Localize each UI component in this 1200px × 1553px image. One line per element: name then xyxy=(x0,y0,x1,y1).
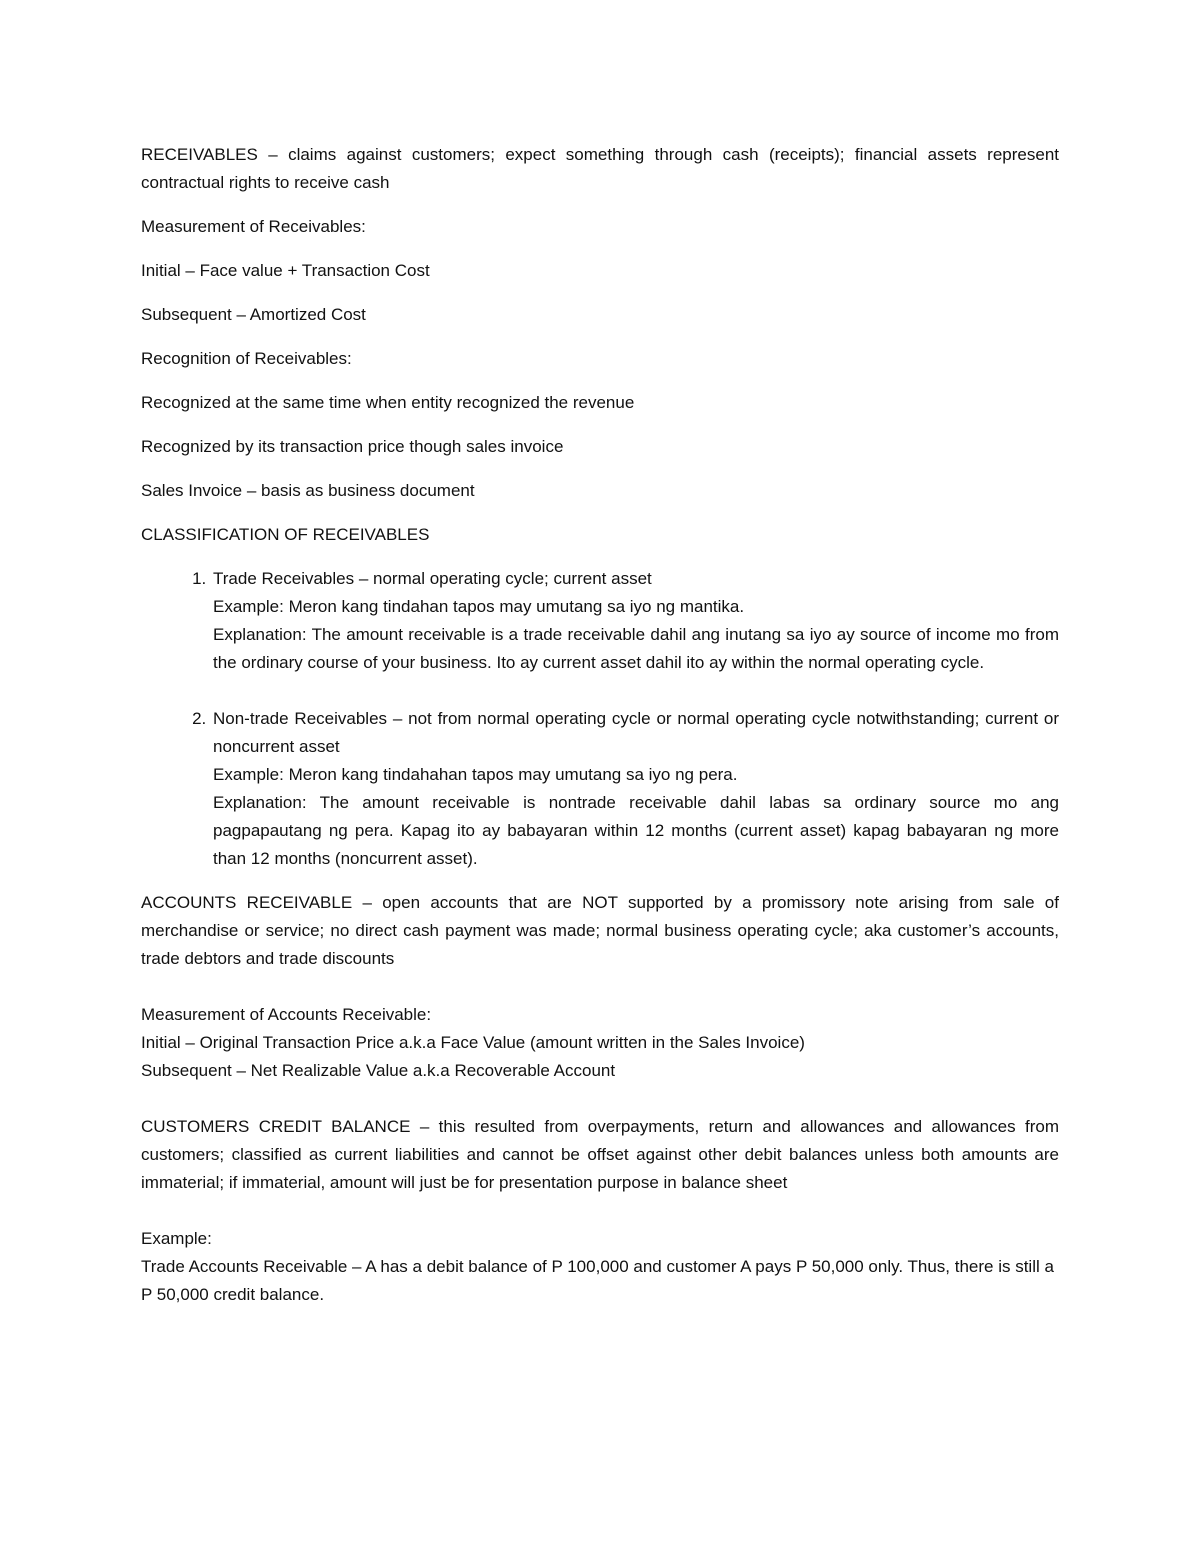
classification-item-trade xyxy=(211,565,1059,677)
classification-title: 1. Trade Receivables – normal operating cycle; current asset xyxy=(213,569,652,588)
measurement-heading: Measurement of Receivables: xyxy=(141,217,366,236)
classification-heading: CLASSIFICATION OF RECEIVABLES xyxy=(141,525,430,544)
sales-invoice-line: Sales Invoice – basis as business document xyxy=(141,481,475,500)
classification-example: Example: Meron kang tindahan tapos may umutang sa iyo ng mantika. xyxy=(213,597,745,616)
ar-measurement-subsequent: Subsequent – Net Realizable Value a.k.a Recoverable Account xyxy=(141,1061,616,1080)
ar-measurement-initial: Initial – Original Transaction Price a.k.a Face Value (amount written in the Sales Invoice) xyxy=(141,1033,805,1052)
document-body xyxy=(141,141,1059,1337)
recognition-line-2: Recognized by its transaction price though sales invoice xyxy=(141,437,564,456)
classification-explanation: Explanation: The amount receivable is nontrade receivable dahil labas sa ordinary source mo ang pagpapautang ng pera. Kapag ito ay babayaran within 12 months (current asset) kapag babayaran ng more than 12 months (noncurrent asset). xyxy=(213,793,1059,868)
classification-item-nontrade xyxy=(211,705,1059,873)
classification-example: Example: Meron kang tindahahan tapos may umutang sa iyo ng pera. xyxy=(213,765,738,784)
recognition-heading: Recognition of Receivables: xyxy=(141,349,352,368)
measurement-subsequent: Subsequent – Amortized Cost xyxy=(141,305,366,324)
customers-credit-balance-paragraph: CUSTOMERS CREDIT BALANCE – this resulted from overpayments, return and allowances and allowances from customers; classified as current liabilities and cannot be offset against other debit balances unless both amounts are immaterial; if immaterial, amount will just be for presentation purpose in balance sheet xyxy=(141,1117,1059,1192)
ar-measurement-heading: Measurement of Accounts Receivable: xyxy=(141,1005,432,1024)
accounts-receivable-paragraph: ACCOUNTS RECEIVABLE – open accounts that are NOT supported by a promissory note arising from sale of merchandise or service; no direct cash payment was made; normal business operating cycle; aka customer’s accounts, trade debtors and trade discounts xyxy=(141,893,1059,968)
classification-list xyxy=(141,565,1059,873)
example-block xyxy=(141,1225,1059,1309)
intro-paragraph: RECEIVABLES – claims against customers; expect something through cash (receipts); financial assets represent contractual rights to receive cash xyxy=(141,145,1059,192)
ar-measurement-block xyxy=(141,1001,1059,1085)
classification-title: 2. Non-trade Receivables – not from normal operating cycle or normal operating cycle notwithstanding; current or noncurrent asset xyxy=(213,709,1059,756)
example-heading: Example: xyxy=(141,1229,212,1248)
classification-explanation: Explanation: The amount receivable is a trade receivable dahil ang inutang sa iyo ay source of income mo from the ordinary course of your business. Ito ay current asset dahil ito ay within the normal operating cycle. xyxy=(213,625,1059,672)
measurement-initial: Initial – Face value + Transaction Cost xyxy=(141,261,430,280)
recognition-line-1: Recognized at the same time when entity recognized the revenue xyxy=(141,393,635,412)
example-text: Trade Accounts Receivable – A has a debit balance of P 100,000 and customer A pays P 50,000 only. Thus, there is still a P 50,000 credit balance. xyxy=(141,1257,1054,1304)
